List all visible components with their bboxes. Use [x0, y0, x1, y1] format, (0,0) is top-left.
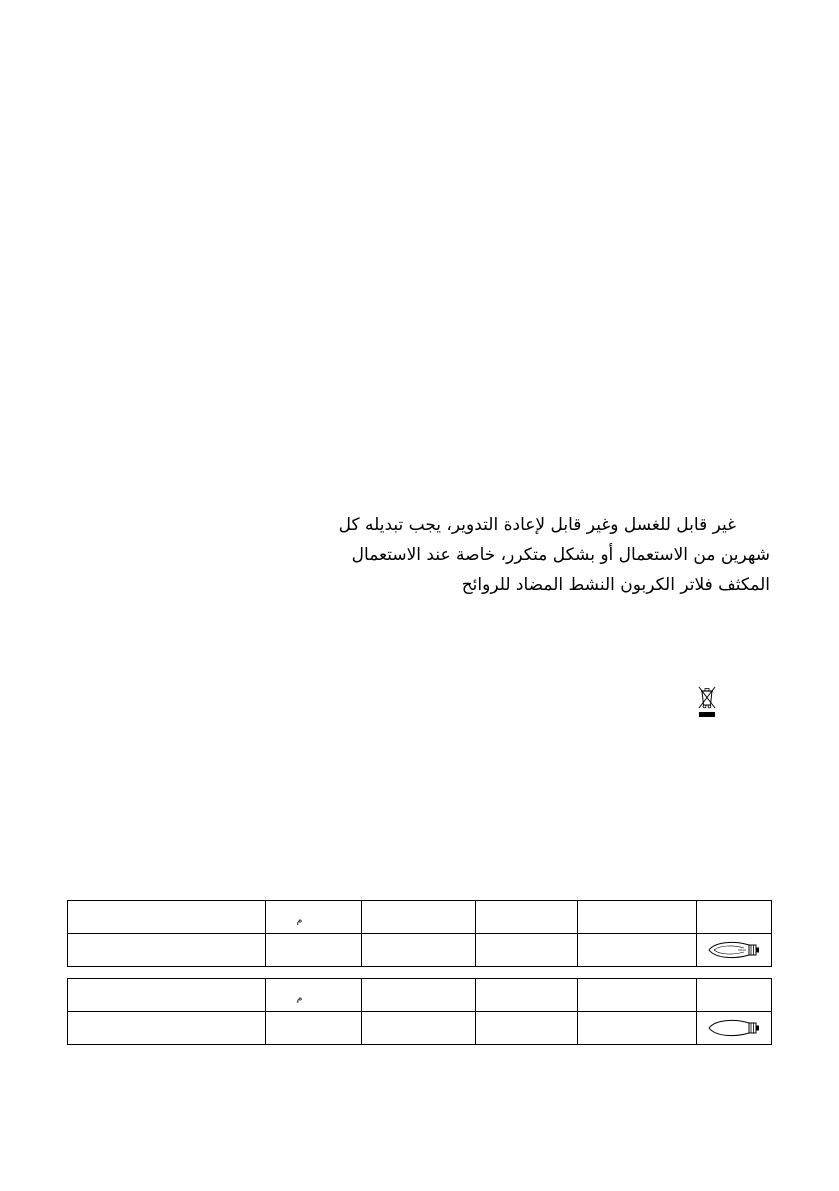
table-cell	[266, 1012, 362, 1045]
table-cell	[362, 1012, 476, 1045]
header-cell	[578, 901, 697, 934]
unit-header-cell	[266, 901, 362, 934]
header-cell	[68, 901, 266, 934]
table-cell	[476, 1012, 578, 1045]
unit-label: م	[296, 916, 303, 926]
table-cell	[68, 1012, 266, 1045]
filter-text-line-2: شهرين من الاستعمال أو بشكل متكرر، خاصة عند الاستعمال	[351, 545, 770, 565]
table-header-row	[68, 979, 772, 1012]
header-cell	[578, 979, 697, 1012]
unit-header-cell	[266, 979, 362, 1012]
bulb-cell	[697, 934, 772, 967]
header-cell	[68, 979, 266, 1012]
table-cell	[68, 934, 266, 967]
bulb-cell	[697, 1012, 772, 1045]
header-cell	[697, 901, 772, 934]
unit-label: م	[296, 994, 303, 1004]
candle-bulb-icon	[706, 1016, 762, 1040]
filter-text-line-3: المكثف فلاتر الكربون النشط المضاد للروائح	[461, 575, 770, 595]
header-cell	[362, 979, 476, 1012]
table-row	[68, 934, 772, 967]
table-cell	[578, 1012, 697, 1045]
activated-carbon-filter-text	[250, 510, 770, 600]
table-row	[68, 1012, 772, 1045]
table-cell	[476, 934, 578, 967]
lamp-spec-table-2	[67, 978, 772, 1045]
header-cell	[362, 901, 476, 934]
table-cell	[578, 934, 697, 967]
lamp-spec-table-1	[67, 900, 772, 967]
table-header-row	[68, 901, 772, 934]
crossed-out-wheeled-bin-icon	[696, 683, 718, 719]
table-cell	[266, 934, 362, 967]
candle-bulb-icon	[706, 938, 762, 962]
header-cell	[697, 979, 772, 1012]
header-cell	[476, 901, 578, 934]
filter-text-line-1: غير قابل للغسل وغير قابل لإعادة التدوير، يجب تبديله كل	[338, 515, 736, 535]
header-cell	[476, 979, 578, 1012]
table-cell	[362, 934, 476, 967]
